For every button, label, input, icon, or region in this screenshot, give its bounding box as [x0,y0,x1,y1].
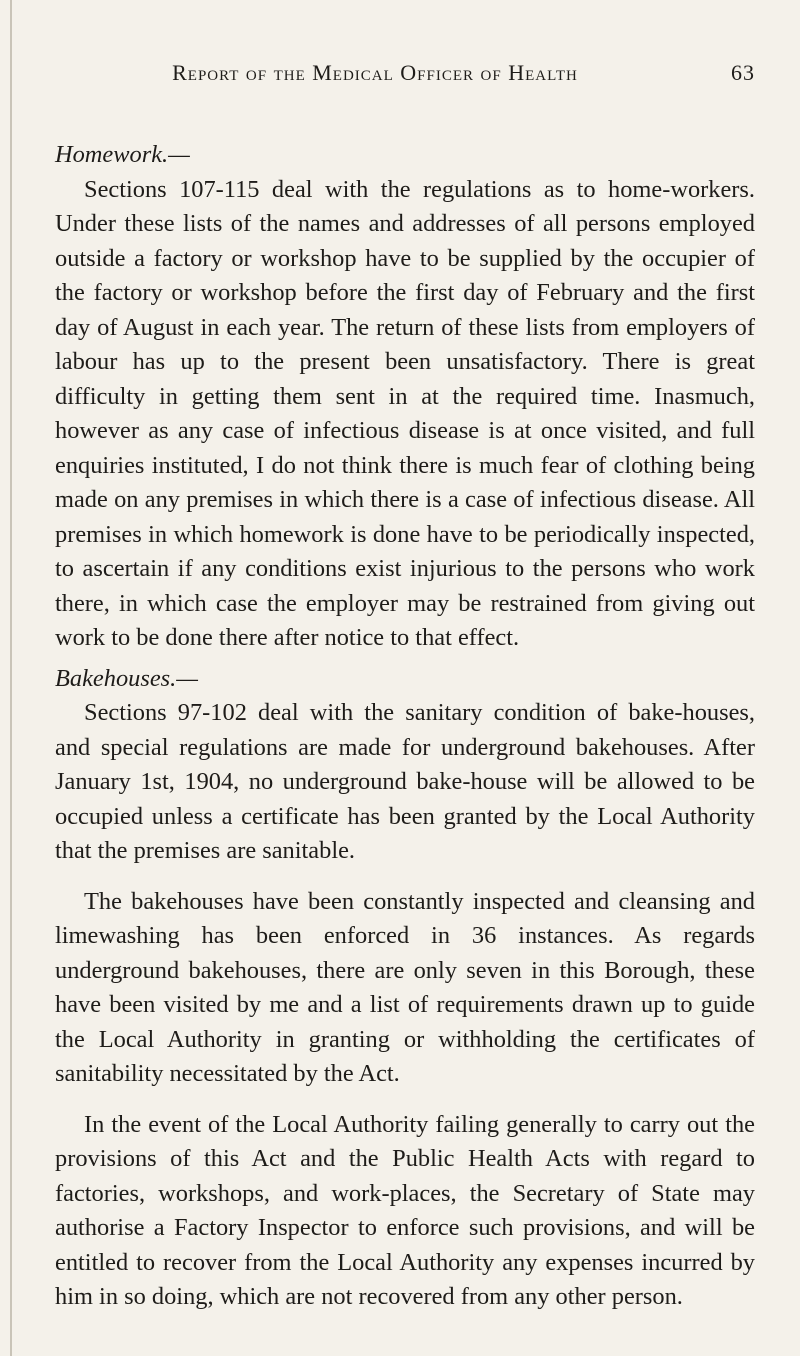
section-heading-bakehouses: Bakehouses.— [55,664,198,692]
section-heading-homework: Homework.— [55,141,190,168]
header-title: Report of the Medical Officer of Health [172,60,578,85]
paragraph-homework: Sections 107-115 deal with the regulations as to home-workers. Under these lists of the names and addresses of all persons employed outside a factory or workshop have to be supplied by the occupier of the factory or workshop before the first day of February and the first day of August in each year. The return of these lists from employers of labour has up to the present been unsatisfactory. There is great difficulty in getting them sent in at the required time. Inasmuch, however as any case of infectious disease is at once visited, and full enquiries instituted, I do not think there is much fear of clothing being made on any premises in which there is a case of infectious disease. All premises in which homework is done have to be periodically inspected, to ascertain if any conditions exist injurious to the persons who work there, in which case the employer may be restrained from giving out work to be done there after notice to that effect. [55,175,755,651]
paragraph-bakehouses-inspection: The bakehouses have been constantly inspected and cleansing and limewashing has been enforced in 36 instances. As regards underground bakehouses, there are only seven in this Borough, these have been visited by me and a list of requirements drawn up to guide the Local Authority in granting or withholding the certificates of sanitability necessitated by the Act. [55,887,755,1087]
paragraph-bakehouses-regulations: Sections 97-102 deal with the sanitary condition of bake-houses, and special regulations are made for underground bakehouses. After January 1st, 1904, no underground bake-house will be allowed to be occupied unless a certificate has been granted by the Local Authority that the premises are sanitable. [55,699,755,864]
paragraph-local-authority: In the event of the Local Authority failing generally to carry out the provisions of this Act and the Public Health Acts with regard to factories, workshops, and work-places, the Secretary of State may authorise a Factory Inspector to enforce such provisions, and will be entitled to recover from the Local Authority any expenses incurred by him in so doing, which are not recovered from any other person. [55,1110,755,1310]
page-number: 63 [731,60,755,85]
page-edge-line [10,0,12,1356]
document-body [55,138,755,1315]
running-header [55,60,755,96]
document-page [55,60,755,1315]
